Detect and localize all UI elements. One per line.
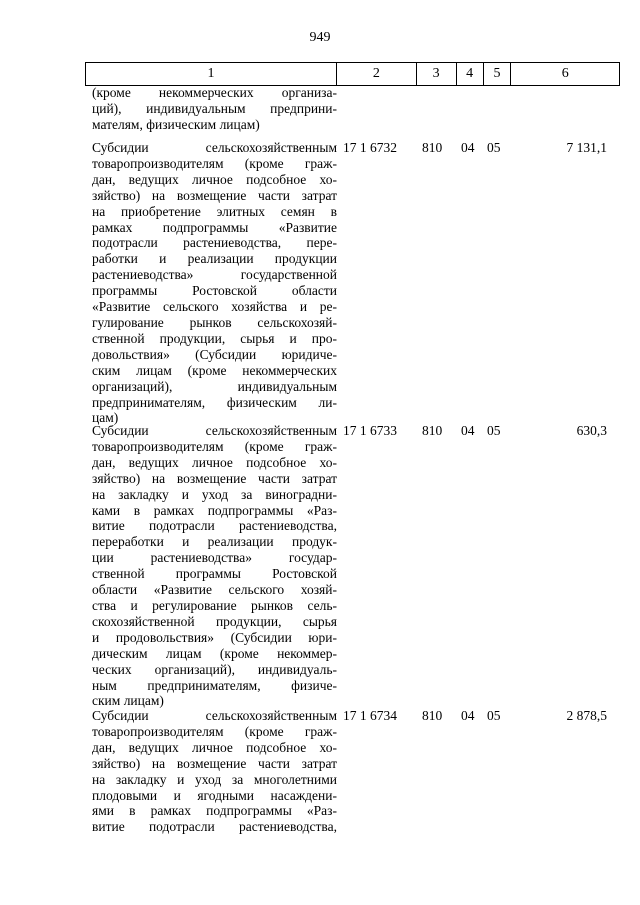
description-line: ственной программы Ростовской <box>92 566 337 582</box>
description-line: скохозяйственной продукции, сырья <box>92 613 337 629</box>
description-line: дан, ведущих личное подсобное хо- <box>92 739 337 755</box>
description-line: «Развитие сельского хозяйства и ре- <box>92 299 337 315</box>
description-line: дан, ведущих личное подсобное хо- <box>92 171 337 187</box>
description-line: витие подотрасли растениеводства, <box>92 518 337 534</box>
description-line: организаций), индивидуальным <box>92 378 337 394</box>
row-col-3: 810 <box>422 423 443 438</box>
description-line: зяйство) на возмещение части затрат <box>92 755 337 771</box>
description-line: (кроме некоммерческих организа- <box>92 85 337 100</box>
description-line: ции растениеводства» государ- <box>92 550 337 566</box>
description-line: рамках подпрограммы «Развитие <box>92 219 337 235</box>
description-line: ями в рамках подпрограммы «Раз- <box>92 803 337 819</box>
description-line: товаропроизводителям (кроме граж- <box>92 155 337 171</box>
row-description <box>92 140 337 426</box>
description-line: подотрасли растениеводства, пере- <box>92 235 337 251</box>
row-col-4: 04 <box>461 140 475 155</box>
row-col-5: 05 <box>487 708 501 723</box>
header-col-2: 2 <box>337 63 417 85</box>
description-line: ческих организаций), индивидуаль- <box>92 661 337 677</box>
description-line: дан, ведущих личное подсобное хо- <box>92 454 337 470</box>
row-description <box>92 708 337 835</box>
header-col-6: 6 <box>561 66 569 81</box>
row-code: 17 1 6733 <box>343 423 397 438</box>
row-amount: 630,3 <box>576 423 607 438</box>
description-line: ства и регулирование рынков сель- <box>92 597 337 613</box>
description-line: плодовыми и ягодными насаждени- <box>92 787 337 803</box>
row-amount: 7 131,1 <box>566 140 607 155</box>
row-col-4: 04 <box>461 423 475 438</box>
header-col-4: 4 <box>457 63 484 85</box>
row-description <box>92 423 337 709</box>
description-line: Субсидии сельскохозяйственным <box>92 708 337 723</box>
description-line: переработки и реализации продук- <box>92 534 337 550</box>
description-line: и продовольствия» (Субсидии юри- <box>92 629 337 645</box>
description-line: гулирование рынков сельскохозяй- <box>92 314 337 330</box>
description-line: довольствия» (Субсидии юридиче- <box>92 346 337 362</box>
description-line: мателям, физическим лицам) <box>92 116 260 132</box>
description-line: ками в рамках подпрограммы «Раз- <box>92 502 337 518</box>
description-line: на закладку и уход за виноградни- <box>92 486 337 502</box>
row-description <box>92 85 337 133</box>
description-line: Субсидии сельскохозяйственным <box>92 423 337 438</box>
description-line: программы Ростовской области <box>92 283 337 299</box>
description-line: области «Развитие сельского хозяй- <box>92 582 337 598</box>
row-col-5: 05 <box>487 140 501 155</box>
description-line: на приобретение элитных семян в <box>92 203 337 219</box>
table-header-row <box>85 62 620 86</box>
description-line: цам) <box>92 410 119 426</box>
header-col-1: 1 <box>86 63 337 85</box>
description-line: дическим лицам (кроме некоммер- <box>92 645 337 661</box>
row-amount: 2 878,5 <box>566 708 607 723</box>
description-line: витие подотрасли растениеводства, <box>92 819 337 835</box>
row-col-5: 05 <box>487 423 501 438</box>
description-line: ций), индивидуальным предприни- <box>92 100 337 116</box>
description-line: работки и реализации продукции <box>92 251 337 267</box>
description-line: предпринимателям, физическим ли- <box>92 394 337 410</box>
description-line: Субсидии сельскохозяйственным <box>92 140 337 155</box>
description-line: ским лицам) <box>92 693 164 709</box>
page-number: 949 <box>309 30 331 45</box>
description-line: ственной продукции, сырья и про- <box>92 330 337 346</box>
row-code: 17 1 6732 <box>343 140 397 155</box>
description-line: на закладку и уход за многолетними <box>92 771 337 787</box>
row-col-3: 810 <box>422 708 443 723</box>
row-code: 17 1 6734 <box>343 708 397 723</box>
description-line: ным предпринимателям, физиче- <box>92 677 337 693</box>
description-line: товаропроизводителям (кроме граж- <box>92 438 337 454</box>
description-line: зяйство) на возмещение части затрат <box>92 187 337 203</box>
description-line: товаропроизводителям (кроме граж- <box>92 723 337 739</box>
description-line: зяйство) на возмещение части затрат <box>92 470 337 486</box>
header-col-5: 5 <box>484 63 512 85</box>
description-line: растениеводства» государственной <box>92 267 337 283</box>
row-col-3: 810 <box>422 140 443 155</box>
header-col-3: 3 <box>417 63 457 85</box>
description-line: ским лицам (кроме некоммерческих <box>92 362 337 378</box>
row-col-4: 04 <box>461 708 475 723</box>
